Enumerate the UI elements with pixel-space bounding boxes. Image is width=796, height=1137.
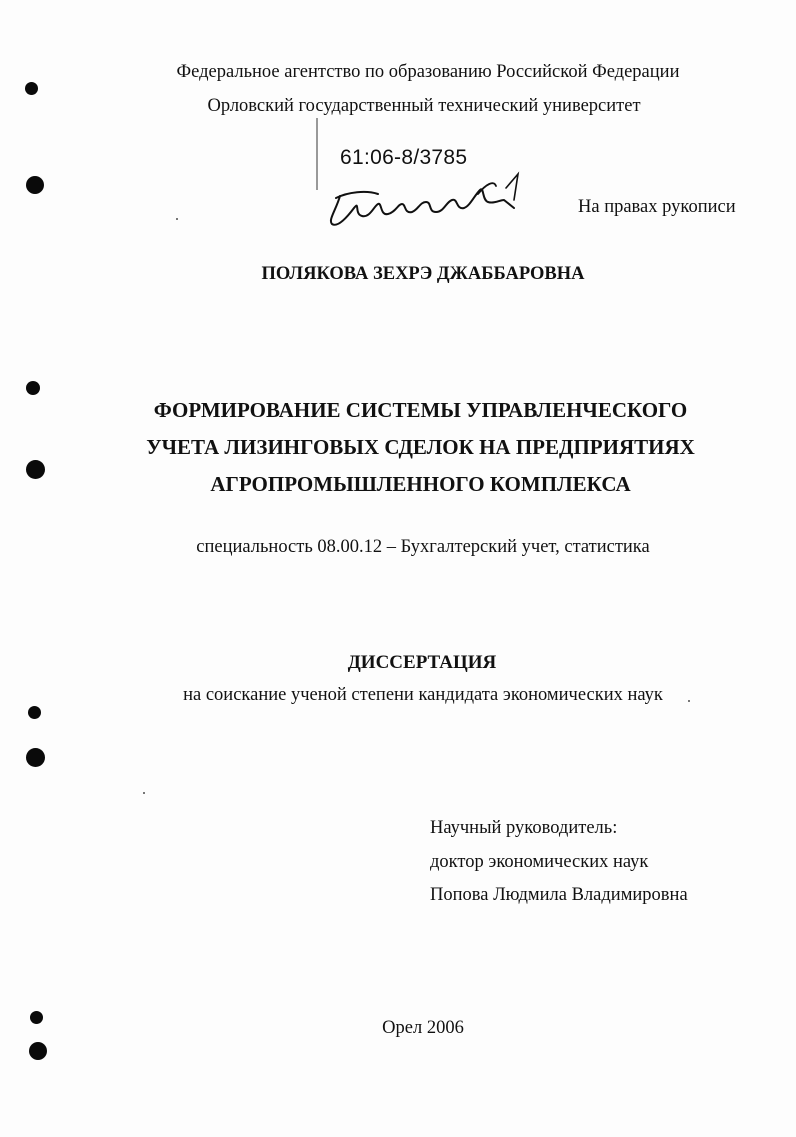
handwritten-signature [318, 170, 530, 236]
author-name: ПОЛЯКОВА ЗЕХРЭ ДЖАББАРОВНА [261, 264, 585, 284]
dissertation-heading: ДИССЕРТАЦИЯ [347, 652, 497, 673]
city-year: Орел 2006 [382, 1018, 464, 1038]
thesis-title-line-2: УЧЕТА ЛИЗИНГОВЫХ СДЕЛОК НА ПРЕДПРИЯТИЯХ [146, 435, 695, 459]
punch-hole [26, 748, 45, 767]
agency-name: Федеральное агентство по образованию Российской Федерации [176, 62, 680, 82]
punch-hole [26, 176, 44, 194]
university-name: Орловский государственный технический университет [207, 96, 641, 116]
thesis-title-line-1: ФОРМИРОВАНИЕ СИСТЕМЫ УПРАВЛЕНЧЕСКОГО [153, 398, 688, 422]
rights-note: На правах рукописи [578, 197, 736, 217]
supervisor-label: Научный руководитель: [430, 818, 618, 838]
dissertation-subtitle: на соискание ученой степени кандидата экономических наук [183, 685, 663, 705]
specialty-line: специальность 08.00.12 – Бухгалтерский учет, статистика [196, 537, 650, 557]
thesis-title-line-3: АГРОПРОМЫШЛЕННОГО КОМПЛЕКСА [210, 472, 631, 496]
punch-hole [26, 381, 40, 395]
punch-hole [28, 706, 41, 719]
punch-hole [25, 82, 38, 95]
scan-speck [176, 218, 178, 220]
scan-speck [143, 792, 145, 794]
catalog-stamp: 61:06-8/3785 [340, 146, 468, 169]
supervisor-degree: доктор экономических наук [430, 852, 649, 872]
supervisor-name: Попова Людмила Владимировна [430, 885, 688, 905]
punch-hole [29, 1042, 47, 1060]
